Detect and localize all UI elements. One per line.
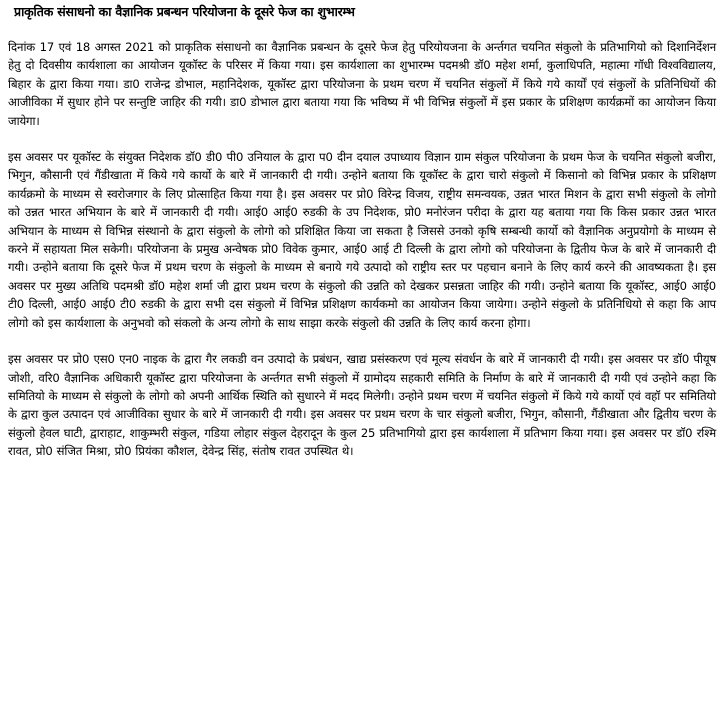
paragraph-participants: इस अवसर पर प्रो0 एस0 एन0 नाइक के द्वारा गैर लकडी वन उत्पादो के प्रबंधन, खाद्य प्रसंस्करण एवं मूल्य संवर्धन के बारे में जानकारी दी गयी। इस अवसर पर डॉ0 पीयूष जोशी, वरि0 वैज्ञानिक अधिकारी यूकॉस्ट द्वारा परियोजना के अर्न्तगत सभी संकुलो में ग्रामोदय सहकारी समिति के निर्माण के बारे में जानकारी दी गयी एवं उन्होने कहा कि समितियो के माध्यम से संकुलो के लोगो को अपनी आर्थिक स्थिति को सुधारने में मदद मिलेगी। उन्होने प्रथम चरण में चयनित संकुलो में किये गये कार्यो एवं वहॉ पर समितियो के द्वारा कुल उत्पादन एवं आजीविका सुधार के बारे में जानकारी दी गयी। इस अवसर पर प्रथम चरण के चार संकुलो बजीरा, भिगुन, कौसानी, गैंडीखाता और द्वितीय चरण के संकुलो हेवल घाटी, द्वाराहाट, शाकुम्भरी संकुल, गडिया लोहार संकुल देहरादून के कुल 25 प्रतिभागियो द्वारा इस कार्यशाला में प्रतिभाग किया गया। इस अवसर पर डॉ0 रश्मि रावत, प्रो0 संजित मिश्रा, प्रो0 प्रियंका कौशल, देवेन्द्र सिंह, संतोष रावत उपस्थित थे।: [8, 352, 716, 459]
paragraph-workshop-intro: दिनांक 17 एवं 18 अगस्त 2021 को प्राकृतिक संसाधनो का वैज्ञानिक प्रबन्धन के दूसरे फेज हेतु परियोयजना के अर्न्तगत चयनित संकुलो के प्रतिभागियो को दिशानिर्देशन हेतु दो दिवसीय कार्यशाला का आयोजन यूकॉस्ट के परिसर में किया गया। इस कार्यशाला का शुभारम्भ पदमश्री डॉ0 महेश शर्मा, कुलाधिपति, महात्मा गॉधी विश्वविद्यालय, बिहार के द्वारा किया गया। डा0 राजेन्द्र डोभाल, महानिदेशक, यूकॉस्ट द्वारा परियोजना के प्रथम चरण में चयनित संकुलों में किये गये कार्यों एवं संकुलों के प्रतिनिधियों की आजीविका में सुधार होने पर सन्तुष्टि जाहिर की गयी। डा0 डोभाल द्वारा बताया गया कि भविष्य में भी विभिन्न संकुलों में इस प्रकार के प्रशिक्षण कार्यक्रमों का आयोजन किया जायेगा।: [8, 40, 716, 128]
paragraph-speakers: इस अवसर पर यूकॉस्ट के संयुक्त निदेशक डॉ0 डी0 पी0 उनियाल के द्वारा प0 दीन दयाल उपाध्याय विज्ञान ग्राम संकुल परियोजना के प्रथम फेज के चयनित संकुलो बजीरा, भिगुन, कौसानी एवं गैंडीखाता में किये गये कार्यो के बारे में जानकारी दी गयी। उन्होने बताया कि यूकॉस्ट के द्वारा चारो संकुलो में किसानो को विभिन्न प्रकार के प्रशिक्षण कार्यक्रमो के माध्यम से स्वरोजगार के लिए प्रोत्साहित किया गया है। इस अवसर पर प्रो0 विरेन्द्र विजय, राष्ट्रीय समन्वयक, उन्नत भारत मिशन के द्वारा सभी संकुलो के लोगो को उन्नत भारत अभियान के बारे में जानकारी दी गयी। आई0 आई0 रुडकी के उप निदेशक, प्रो0 मनोरंजन परीदा के द्वारा यह बताया गया कि किस प्रकार उन्नत भारत अभियान के माध्यम से विभिन्न संस्थानो के द्वारा संकुलो के लोगो को प्रशिक्षित किया जा सकता है जिससे उनको कृषि सम्बन्धी कार्यो को वैज्ञानिक अनुप्रयोगो के माध्यम से करने में सहायता मिल सकेगी। परियोजना के प्रमुख अन्वेषक प्रो0 विवेक कुमार, आई0 आई टी दिल्ली के द्वारा लोगो को परियोजना के द्वितीय फेज के बारे में जानकारी दी गयी। उन्होने बताया कि दूसरे फेज में प्रथम चरण के संकुलो के माध्यम से बनाये गये उत्पादो को राष्ट्रीय स्तर पर पहचान बनाने के लिए कार्य करने की आवष्यकता है। इस अवसर पर मुख्य अतिथि पदमश्री डॉ0 महेश शर्मा जी द्वारा प्रथम चरण के संकुलो की उन्नति को देखकर प्रसन्नता जाहिर की गयी। उन्होने बताया कि यूकॉस्ट, आई0 आई0 टी0 दिल्ली, आई0 आई0 टी0 रुडकी के द्वारा सभी दस संकुलो में विभिन्न प्रशिक्षण कार्यकमो का आयोजन किया जायेगा। उन्होने संकुलो के प्रतिनिधियो से कहा कि आप लोगो को इस कार्यशाला के अनुभवो को संकलो के अन्य लोगो के साथ साझा करके संकुलो की उन्नति के लिए कार्य करना होगा।: [8, 150, 716, 330]
document-title: प्राकृतिक संसाधनो का वैज्ञानिक प्रबन्धन परियोजना के दूसरे फेज का शुभारम्भ: [14, 4, 355, 19]
